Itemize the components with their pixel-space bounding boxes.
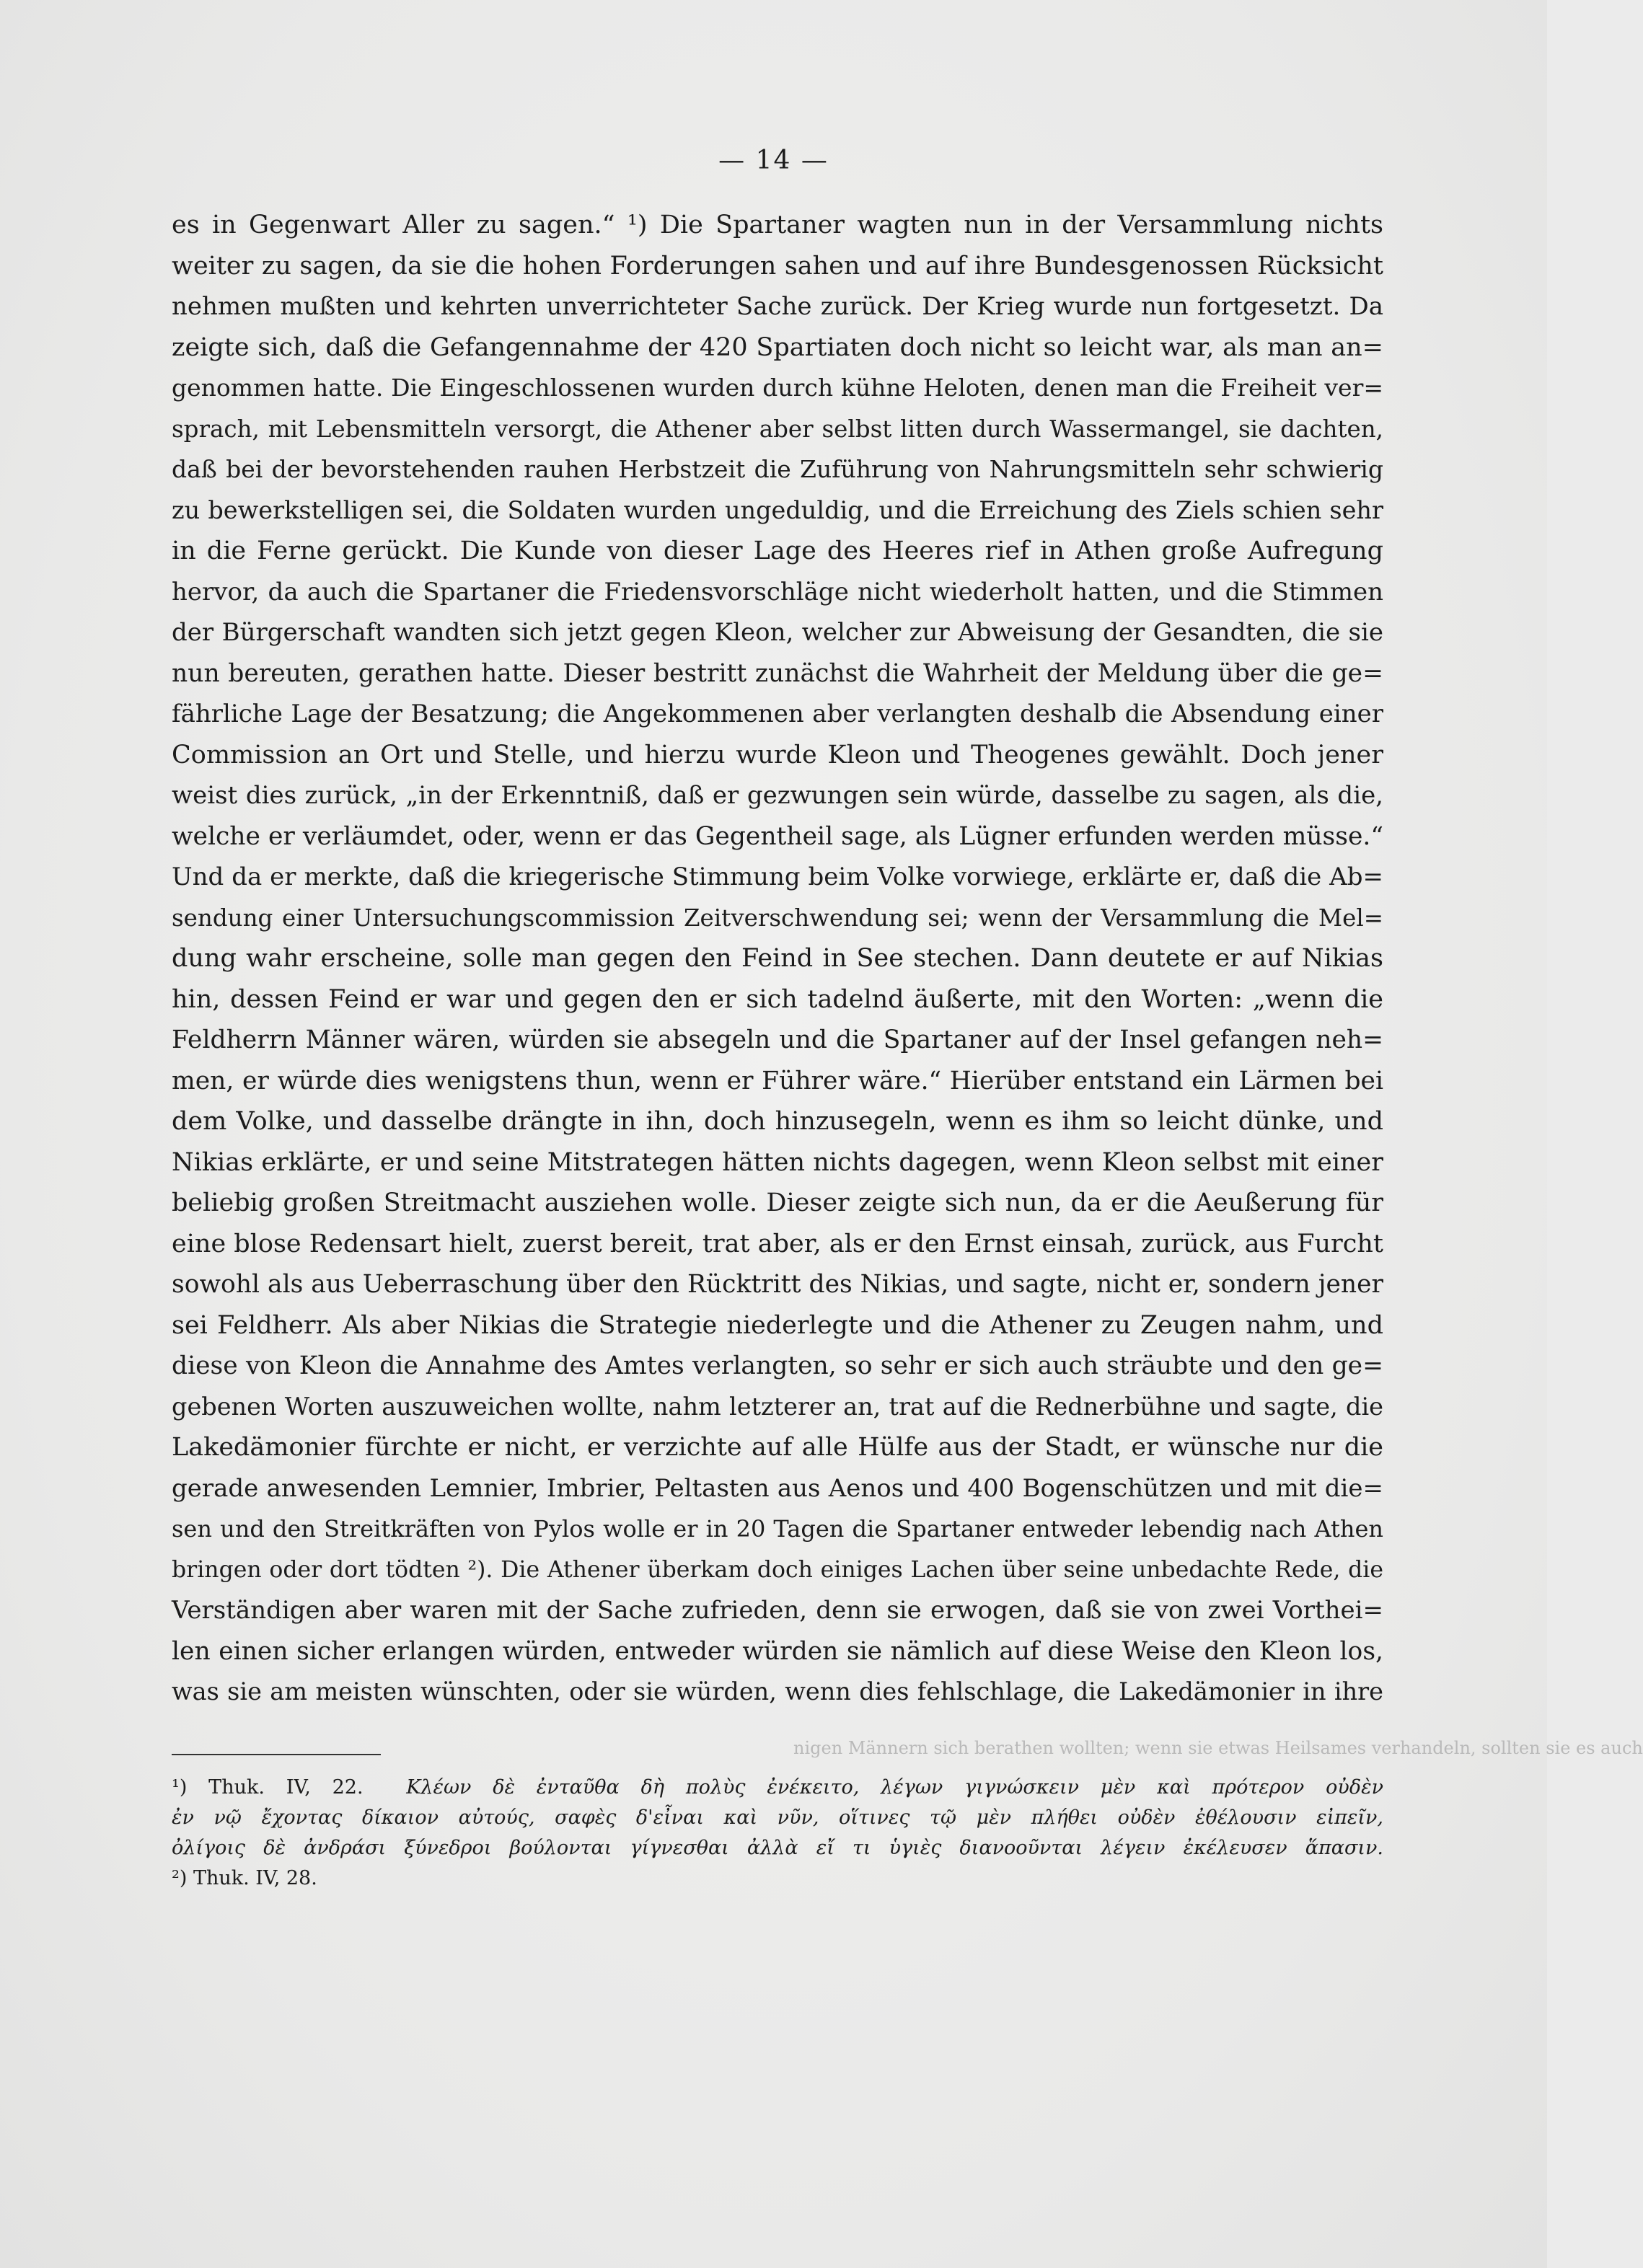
body-line: sei Feldherr. Als aber Nikias die Strategie niederlegte und die Athener zu Zeugen nahm, und: [172, 1310, 1383, 1340]
body-line: was sie am meisten wünschten, oder sie würden, wenn dies fehlschlage, die Lakedämonier in ihre: [172, 1677, 1383, 1706]
body-line: eine blose Redensart hielt, zuerst bereit, trat aber, als er den Ernst einsah, zurück, aus Furcht: [172, 1229, 1383, 1258]
body-line: daß bei der bevorstehenden rauhen Herbstzeit die Zuführung von Nahrungsmitteln sehr schwierig: [172, 455, 1383, 483]
body-line: welche er verläumdet, oder, wenn er das Gegentheil sage, als Lügner erfunden werden müsse.“: [172, 821, 1383, 851]
body-line: weist dies zurück, „in der Erkenntniß, daß er gezwungen sein würde, dasselbe zu sagen, als die,: [172, 781, 1383, 810]
body-line: Nikias erklärte, er und seine Mitstrategen hätten nichts dagegen, wenn Kleon selbst mit einer: [172, 1147, 1383, 1177]
footnote-1-greek-line-1: Κλέων δὲ ἐνταῦθα δὴ πολὺς ἐνέκειτο, λέγων γιγνώσκειν μὲν καὶ πρότερον οὐδὲν: [406, 1776, 1383, 1799]
footnote-1-greek-line-2: ἐν νῷ ἔχοντας δίκαιον αὐτούς, σαφὲς δ'εἶναι καὶ νῦν, οἵτινες τῷ μὲν πλήθει οὐδὲν ἐθέλουσιν εἰπεῖν,: [172, 1806, 1383, 1829]
body-line: Commission an Ort und Stelle, und hierzu wurde Kleon und Theogenes gewählt. Doch jener: [172, 740, 1383, 769]
body-line: Lakedämonier fürchte er nicht, er verzichte auf alle Hülfe aus der Stadt, er wünsche nur die: [172, 1433, 1383, 1462]
body-line: sendung einer Untersuchungscommission Zeitverschwendung sei; wenn der Versammlung die Mel=: [172, 904, 1383, 932]
footnotes: [172, 1773, 1383, 1894]
body-line: sowohl als aus Ueberraschung über den Rücktritt des Nikias, und sagte, nicht er, sondern jener: [172, 1270, 1383, 1299]
body-line: fährliche Lage der Besatzung; die Angekommenen aber verlangten deshalb die Absendung einer: [172, 700, 1383, 728]
body-line: sprach, mit Lebensmitteln versorgt, die Athener aber selbst litten durch Wassermangel, sie dachten,: [172, 415, 1383, 443]
body-line: weiter zu sagen, da sie die hohen Forderungen sahen und auf ihre Bundesgenossen Rücksicht: [172, 251, 1383, 281]
body-line: gebenen Worten auszuweichen wollte, nahm letzterer an, trat auf die Rednerbühne und sagte, die: [172, 1392, 1383, 1421]
body-line: zu bewerkstelligen sei, die Soldaten wurden ungeduldig, und die Erreichung des Ziels schien sehr: [172, 495, 1383, 524]
body-line: hin, dessen Feind er war und gegen den er sich tadelnd äußerte, mit den Worten: „wenn die: [172, 984, 1383, 1014]
body-line: in die Ferne gerückt. Die Kunde von dieser Lage des Heeres rief in Athen große Aufregung: [172, 537, 1383, 565]
body-line: der Bürgerschaft wandten sich jetzt gegen Kleon, welcher zur Abweisung der Gesandten, die sie: [172, 618, 1383, 647]
body-line: Und da er merkte, daß die kriegerische Stimmung beim Volke vorwiege, erklärte er, daß die Ab=: [172, 862, 1383, 891]
body-line: genommen hatte. Die Eingeschlossenen wurden durch kühne Heloten, denen man die Freiheit ver=: [172, 374, 1383, 402]
footnote-1-line-1: [172, 1773, 1383, 1803]
footnote-divider: [172, 1754, 381, 1755]
bleed-through-text: nigen Männern sich berathen wollten; wenn sie etwas Heilsames verhandeln, sollten sie es auch: [793, 1738, 1643, 1758]
body-line: Feldherrn Männer wären, würden sie absegeln und die Spartaner auf der Insel gefangen neh=: [172, 1025, 1383, 1054]
body-line: gerade anwesenden Lemnier, Imbrier, Peltasten aus Aenos und 400 Bogenschützen und mit die=: [172, 1473, 1383, 1503]
footnote-1-greek-line-3: ὀλίγοις δὲ ἀνδράσι ξύνεδροι βούλονται γίγνεσθαι ἀλλὰ εἴ τι ὑγιὲς διανοοῦνται λέγειν ἐκέλευσεν ἅπασιν.: [172, 1837, 1383, 1859]
body-line: nehmen mußten und kehrten unverrichteter Sache zurück. Der Krieg wurde nun fortgesetzt. Da: [172, 292, 1383, 321]
body-line: hervor, da auch die Spartaner die Friedensvorschläge nicht wiederholt hatten, und die Stimmen: [172, 577, 1383, 606]
body-line: nun bereuten, gerathen hatte. Dieser bestritt zunächst die Wahrheit der Meldung über die ge=: [172, 658, 1383, 688]
body-line: dung wahr erscheine, solle man gegen den Feind in See stechen. Dann deutete er auf Nikias: [172, 944, 1383, 973]
body-line: dem Volke, und dasselbe drängte in ihn, doch hinzusegeln, wenn es ihm so leicht dünke, und: [172, 1107, 1383, 1136]
footnote-1-reference: ¹) Thuk. IV, 22.: [172, 1776, 364, 1799]
page-number: — 14 —: [718, 146, 829, 175]
body-line: len einen sicher erlangen würden, entweder würden sie nämlich auf diese Weise den Kleon los,: [172, 1636, 1383, 1666]
body-text: [172, 205, 1383, 1713]
body-line: diese von Kleon die Annahme des Amtes verlangten, so sehr er sich auch sträubte und den ge=: [172, 1351, 1383, 1380]
body-line: men, er würde dies wenigstens thun, wenn er Führer wäre.“ Hierüber entstand ein Lärmen bei: [172, 1066, 1383, 1095]
footnote-2: ²) Thuk. IV, 28.: [172, 1867, 317, 1889]
body-line: bringen oder dort tödten ²). Die Athener überkam doch einiges Lachen über seine unbedachte Rede, die: [172, 1556, 1383, 1583]
body-line: es in Gegenwart Aller zu sagen.“ ¹) Die Spartaner wagten nun in der Versammlung nichts: [172, 211, 1383, 239]
body-line: beliebig großen Streitmacht ausziehen wolle. Dieser zeigte sich nun, da er die Aeußerung für: [172, 1188, 1383, 1217]
footnote-1-line-2: [172, 1803, 1383, 1833]
footnote-1-line-3: [172, 1833, 1383, 1863]
body-line: zeigte sich, daß die Gefangennahme der 420 Spartiaten doch nicht so leicht war, als man an=: [172, 332, 1383, 362]
body-line: Verständigen aber waren mit der Sache zufrieden, denn sie erwogen, daß sie von zwei Vorthei=: [172, 1596, 1383, 1625]
body-line: sen und den Streitkräften von Pylos wolle er in 20 Tagen die Spartaner entweder lebendig nach Athen: [172, 1515, 1383, 1543]
